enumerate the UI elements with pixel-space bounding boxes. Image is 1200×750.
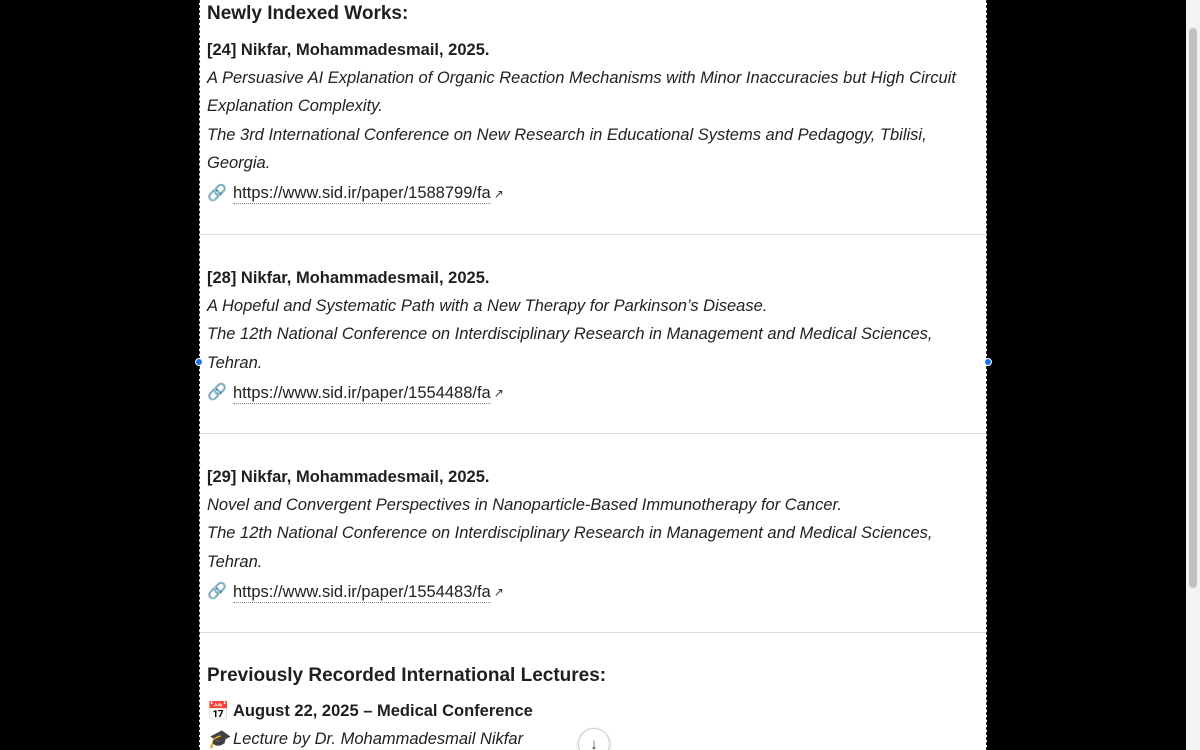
resize-handle-left[interactable] <box>195 358 203 366</box>
scrollbar[interactable] <box>1186 0 1200 750</box>
link-icon: 🔗 <box>207 583 227 601</box>
divider <box>200 433 987 434</box>
lecture-date-text: August 22, 2025 – Medical Conference <box>233 702 533 720</box>
link-icon: 🔗 <box>207 384 227 402</box>
graduation-cap-icon: 🎓 <box>207 729 230 749</box>
entry-link-row <box>207 180 981 208</box>
entry-title: A Hopeful and Systematic Path with a New Therapy for Parkinson’s Disease. <box>207 297 768 315</box>
divider <box>200 234 987 235</box>
entry-link[interactable]: https://www.sid.ir/paper/1554483/fa <box>233 582 491 601</box>
entry-title: A Persuasive AI Explanation of Organic Reaction Mechanisms with Minor Inaccuracies but High Circuit Explanation Complexity. <box>207 69 956 116</box>
lecture-date-line <box>207 701 533 722</box>
entry-citation-head: [28] Nikfar, Mohammadesmail, 2025. <box>207 269 490 287</box>
external-link-icon[interactable]: ↗ <box>493 585 504 600</box>
external-link-icon[interactable]: ↗ <box>493 186 504 201</box>
lecture-lecturer-line <box>207 729 523 750</box>
calendar-icon: 📅 <box>207 701 230 721</box>
entry-venue: The 3rd International Conference on New Research in Educational Systems and Pedagogy, Tbilisi, Georgia. <box>207 125 927 173</box>
entry-title: Novel and Convergent Perspectives in Nanoparticle-Based Immunotherapy for Cancer. <box>207 496 842 514</box>
link-icon: 🔗 <box>207 184 227 202</box>
publication-entry <box>207 463 981 606</box>
divider <box>200 632 987 633</box>
scrollbar-thumb[interactable] <box>1189 28 1197 588</box>
entry-link[interactable]: https://www.sid.ir/paper/1588799/fa <box>233 184 491 203</box>
publication-entry <box>207 36 981 208</box>
publication-entry <box>207 264 981 407</box>
entry-link-row <box>207 578 981 606</box>
entry-citation-head: [24] Nikfar, Mohammadesmail, 2025. <box>207 41 490 59</box>
lecture-lecturer-text: Lecture by Dr. Mohammadesmail Nikfar <box>233 730 524 748</box>
document-page <box>199 0 987 750</box>
arrow-down-icon: ↓ <box>590 736 598 750</box>
external-link-icon[interactable]: ↗ <box>493 386 504 401</box>
section-heading-lectures: Previously Recorded International Lectures: <box>207 665 607 686</box>
entry-link-row <box>207 379 981 407</box>
resize-handle-right[interactable] <box>984 358 992 366</box>
section-heading-new-works: Newly Indexed Works: <box>207 3 409 24</box>
entry-venue: The 12th National Conference on Interdisciplinary Research in Management and Medical Sciences, Tehran. <box>207 524 933 571</box>
entry-link[interactable]: https://www.sid.ir/paper/1554488/fa <box>233 383 491 402</box>
entry-venue: The 12th National Conference on Interdisciplinary Research in Management and Medical Sciences, Tehran. <box>207 325 933 372</box>
entry-citation-head: [29] Nikfar, Mohammadesmail, 2025. <box>207 468 490 486</box>
